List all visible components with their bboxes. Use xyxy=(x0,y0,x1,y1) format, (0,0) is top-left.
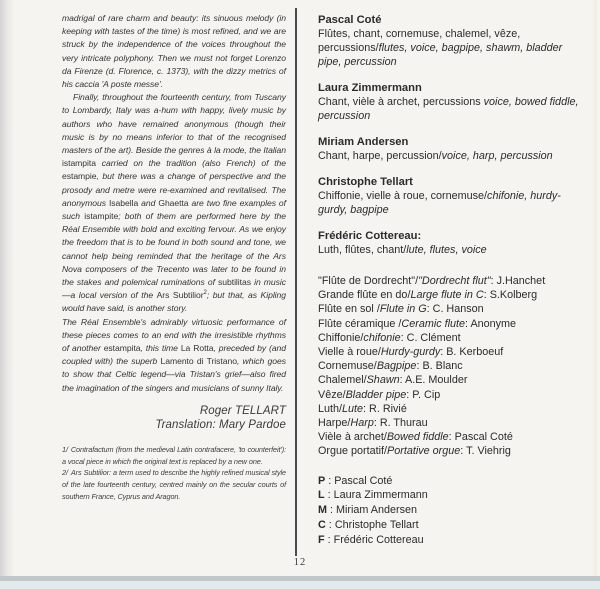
instrument-name-french: Harpe/ xyxy=(318,417,351,430)
instrument-row xyxy=(318,359,586,373)
performer-block xyxy=(318,229,586,257)
paragraph-continuation: madrigal of rare charm and beauty: its sinuous melody (in keeping with tastes of the time) is most refined, and we are struck by the independence of the voices throughout the very intricate polyphony. Then we must not forget Lorenzo da Firenze (d. Florence, c. 1373), with the dizzy metrics of his caccia 'A poste messe'. xyxy=(62,13,286,90)
instrument-maker: S.Kolberg xyxy=(489,289,538,302)
instrument-maker: A.E. Moulder xyxy=(405,374,468,387)
performer-name: Miriam Andersen xyxy=(318,136,409,148)
page-right-edge-shading xyxy=(591,0,597,576)
performer-instruments: Chiffonie, vielle à roue, cornemuse/chifonie, hurdy-gurdy, bagpipe xyxy=(318,190,561,216)
performer-name: Christophe Tellart xyxy=(318,176,413,188)
instrument-name-french: Luth/ xyxy=(318,402,343,415)
page-number: 12 xyxy=(293,557,307,568)
separator: : xyxy=(373,417,380,430)
separator: : xyxy=(426,303,433,316)
instrument-name-english: Flute in G xyxy=(379,303,427,316)
separator: : xyxy=(363,402,370,415)
separator: : xyxy=(324,489,334,502)
separator: : xyxy=(448,431,455,444)
separator: : xyxy=(490,275,497,287)
instrument-row xyxy=(318,274,586,288)
separator: : xyxy=(483,289,490,302)
key-row xyxy=(318,503,586,518)
paragraph-real-ensemble: The Réal Ensemble's admirably virtuosic performance of these pieces comes to an end with the irresistible rhythms of another estampita, this time La Rotta, preceded by (and coupled with) the superb Lamento di Tristano, which goes to show that Celtic legend—via Tristan's grief—also fired the imagination of the singers and musicians of sunny Italy. xyxy=(62,316,287,393)
key-letter: M xyxy=(318,504,327,517)
instrument-name-english: chifonie xyxy=(363,331,401,344)
signature-author: Roger TELLART xyxy=(199,404,286,417)
key-row xyxy=(318,518,586,533)
footnote-text: Ars Subtilior: a term used to describe the highly refined musical style of the late fourteenth century, centred mainly on the secular courts of southern France, Cyprus and Aragon. xyxy=(62,468,286,502)
separator: : xyxy=(440,346,447,359)
instrument-row xyxy=(318,288,586,302)
performer-instruments: Chant, vièle à archet, percussions voice, bowed fiddle, percussion xyxy=(318,96,579,122)
instrument-name-english: Large flute in C xyxy=(410,289,484,302)
instrument-row xyxy=(318,416,586,430)
performer-name: Pascal Coté xyxy=(318,14,382,26)
footnote-label: 2/ xyxy=(62,468,68,478)
instrument-row xyxy=(318,388,586,402)
instrument-row xyxy=(318,373,586,387)
separator: : xyxy=(325,519,335,532)
instrument-maker: C. Clément xyxy=(406,331,461,344)
instrument-maker: P. Cip xyxy=(412,388,441,401)
footnote-label: 1/ xyxy=(62,444,68,454)
scan-background-bottom xyxy=(0,581,600,589)
instrument-maker: Anonyme xyxy=(470,317,517,330)
separator: : xyxy=(400,331,407,344)
page-left-edge-shading xyxy=(0,0,15,576)
separator: : xyxy=(399,374,406,387)
separator: : xyxy=(324,533,334,546)
instrument-name-french: Orgue portatif/ xyxy=(318,445,388,458)
performer-instruments: Chant, harpe, percussion/voice, harp, percussion xyxy=(318,150,553,162)
left-column xyxy=(62,12,286,503)
instrument-maker: Pascal Coté xyxy=(454,431,513,444)
key-letter: F xyxy=(318,533,325,546)
footnote-list xyxy=(62,444,286,503)
signature-translator: Translation: Mary Pardoe xyxy=(155,419,286,432)
performer-block xyxy=(318,135,586,163)
key-name: Laura Zimmermann xyxy=(333,489,428,502)
instrument-name-english: Hurdy-gurdy xyxy=(380,346,441,359)
instrument-name-french: Chalemel/ xyxy=(318,374,367,387)
paragraph-finally: Finally, throughout the fourteenth century, from Tuscany to Lombardy, Italy was a-hum with happy, lively music by authors who have remained anonymous (though their music is by no means inferior to that of the recognised masters of the art). Beside the genres à la mode, the Italian istampita carried on the tradition (also French) of the estampie, but there was a change of perspective and the prosody and metre were re-examined and revitalised. The anonymous Isabella and Ghaetta are two fine examples of such istampite; both of them are performed here by the Réal Ensemble with bold and exciting fervour. As we enjoy the freedom that is to be found in both sound and tone, we cannot help being reminded that the heritage of the Ars Nova composers of the Trecento was later to be found in the stakes and polemical ruminations of subtilitas in music—a local version of the Ars Subtilior$^2$; but that, as Kipling would have said, is another story. xyxy=(62,92,286,314)
instrument-list xyxy=(318,274,586,459)
instrument-row xyxy=(318,444,586,458)
instrument-name-french: Vêze/ xyxy=(318,388,346,401)
instrument-name-english: Bowed fiddle xyxy=(386,431,449,444)
instrument-name-french: Vielle à roue/ xyxy=(318,346,381,359)
key-name: Pascal Coté xyxy=(334,474,393,487)
column-divider-rule xyxy=(295,8,297,556)
instrument-name-french: Flûte en sol / xyxy=(318,303,380,316)
performer-block xyxy=(318,13,586,69)
footnote xyxy=(62,444,286,468)
signature-block xyxy=(62,404,286,433)
separator: : xyxy=(325,474,335,487)
instrument-row xyxy=(318,430,586,444)
instrument-maker: J.Hanchet xyxy=(496,275,546,287)
instrument-name-french: "Flûte de Dordrecht"/ xyxy=(318,275,419,287)
instrument-name-french: Cornemuse/ xyxy=(318,360,377,373)
key-name: Frédéric Cottereau xyxy=(333,533,424,546)
instrument-name-english: Shawn xyxy=(366,374,400,387)
performer-instruments: Luth, flûtes, chant/lute, flutes, voice xyxy=(318,244,487,256)
footnote xyxy=(62,467,286,502)
instrument-maker: B. Kerboeuf xyxy=(446,346,504,359)
separator: : xyxy=(460,445,467,458)
instrument-name-english: Bagpipe xyxy=(376,360,417,373)
instrument-name-english: Portative orgue xyxy=(387,445,461,458)
footnote-text: Contrafactum (from the medieval Latin contrafacere, 'to counterfeit'): a vocal piece in which the original text is replaced by a new one. xyxy=(62,444,286,466)
performer-block xyxy=(318,81,586,123)
separator: : xyxy=(416,360,423,373)
performer-name: Laura Zimmermann xyxy=(318,82,422,94)
initials-key-list xyxy=(318,474,586,548)
instrument-name-french: Flûte céramique / xyxy=(318,317,402,330)
key-letter: L xyxy=(318,489,325,502)
key-row xyxy=(318,533,586,548)
instrument-name-english: Ceramic flute xyxy=(401,317,466,330)
separator: : xyxy=(465,317,471,330)
instrument-row xyxy=(318,302,586,316)
instrument-name-english: Bladder pipe xyxy=(345,388,407,401)
key-row xyxy=(318,488,586,503)
instrument-name-english: Harp xyxy=(350,417,374,430)
instrument-name-english: "Dordrecht flut" xyxy=(418,275,491,287)
instrument-name-french: Grande flûte en do/ xyxy=(318,289,411,302)
key-row xyxy=(318,474,586,489)
instrument-maker: T. Viehrig xyxy=(466,445,511,458)
key-letter: P xyxy=(318,474,326,487)
key-letter: C xyxy=(318,519,326,532)
key-name: Miriam Andersen xyxy=(336,504,418,517)
separator: : xyxy=(327,504,336,517)
instrument-maker: C. Hanson xyxy=(432,303,484,316)
key-name: Christophe Tellart xyxy=(334,519,419,532)
instrument-row xyxy=(318,317,586,331)
instrument-maker: R. Thurau xyxy=(379,417,428,430)
instrument-name-french: Chiffonie/ xyxy=(318,331,364,344)
instrument-name-english: Lute xyxy=(342,402,364,415)
instrument-maker: B. Blanc xyxy=(422,360,463,373)
right-column xyxy=(318,13,586,548)
performer-instruments: Flûtes, chant, cornemuse, chalemel, vêze, percussions/flutes, voice, bagpipe, shawm, bladder pipe, percussion xyxy=(318,28,563,68)
instrument-name-french: Vièle à archet/ xyxy=(318,431,387,444)
instrument-maker: R. Rivié xyxy=(369,402,407,415)
instrument-row xyxy=(318,331,586,345)
instrument-row xyxy=(318,345,586,359)
performer-block xyxy=(318,175,586,217)
instrument-row xyxy=(318,402,586,416)
performer-name: Frédéric Cottereau: xyxy=(318,230,422,242)
performer-list xyxy=(318,13,586,257)
separator: : xyxy=(406,388,413,401)
